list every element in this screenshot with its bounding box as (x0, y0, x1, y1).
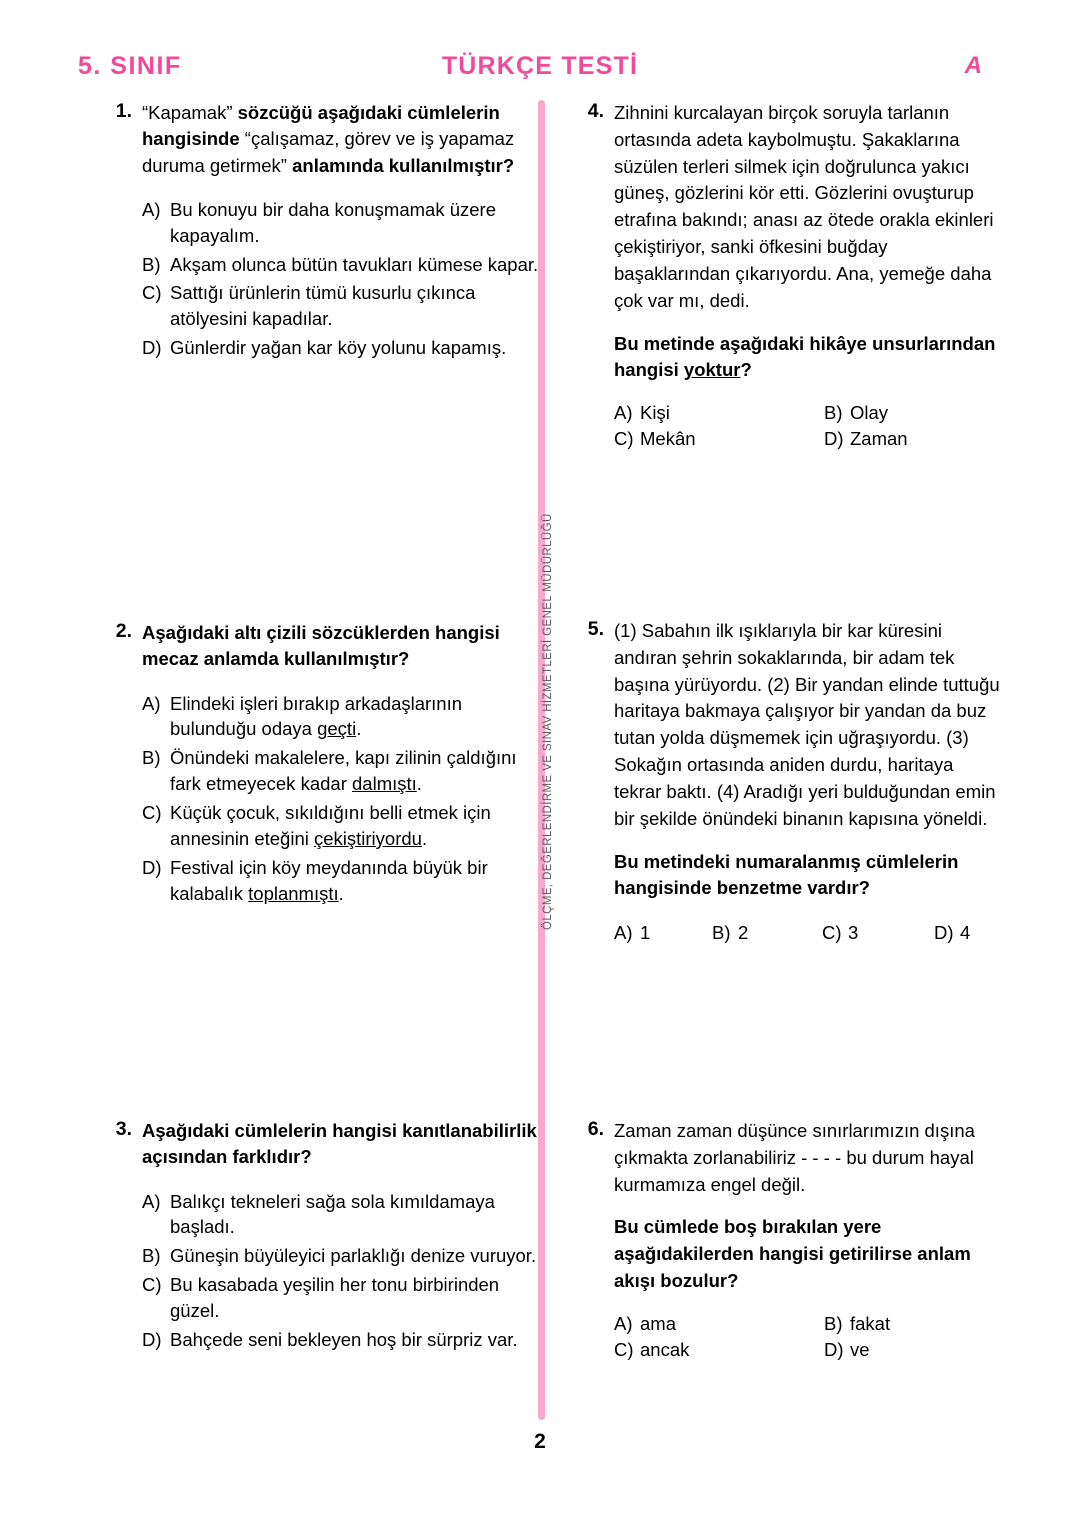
option-b[interactable] (824, 402, 1034, 424)
option-c-letter: C) (142, 802, 162, 824)
option-d-letter: D) (824, 1338, 844, 1360)
option-a-letter: A) (142, 692, 161, 714)
question-6 (572, 1118, 1004, 1361)
option-c-text: 3 (848, 922, 859, 944)
option-c[interactable] (142, 280, 540, 332)
option-c-letter: C) (614, 1338, 634, 1360)
booklet-letter: A (964, 52, 982, 79)
option-d-text: Bahçede seni bekleyen hoş bir sürpriz var. (170, 1328, 518, 1350)
option-c-letter: C) (142, 1274, 162, 1296)
option-b[interactable] (712, 922, 822, 944)
option-d[interactable] (934, 922, 1044, 944)
option-b-text: Güneşin büyüleyici parlaklığı denize vuruyor. (170, 1245, 537, 1267)
option-a[interactable] (614, 402, 824, 424)
question-1-stem-part4: anlamında kullanılmıştır? (292, 154, 515, 176)
question-1-options (142, 197, 540, 361)
option-c[interactable] (142, 1272, 540, 1324)
question-4-question-underlined: yoktur (683, 359, 741, 381)
option-a-text: Bu konuyu bir daha konuşmamak üzere kapayalım. (170, 198, 496, 246)
question-2 (100, 620, 540, 910)
option-d-text: Günlerdir yağan kar köy yolunu kapamış. (170, 337, 507, 359)
question-4-question-pre: Bu metinde aşağıdaki hikâye unsurlarından hangisi (614, 332, 996, 381)
option-c-text: Sattığı ürünlerin tümü kusurlu çıkınca atölyesini kapadılar. (170, 282, 476, 330)
option-a-letter: A) (142, 1190, 161, 1212)
option-d-text-post: . (338, 882, 344, 904)
question-3-stem: Aşağıdaki cümlelerin hangisi kanıtlanabilirlik açısından farklıdır? (142, 1120, 537, 1168)
question-3 (100, 1118, 540, 1356)
option-d-letter: D) (824, 428, 844, 450)
question-2-number: 2. (115, 620, 132, 642)
question-2-stem: Aşağıdaki altı çizili sözcüklerden hangisi mecaz anlamda kullanılmıştır? (142, 622, 500, 670)
option-b-text: Olay (850, 402, 889, 424)
option-c-text: Mekân (640, 428, 696, 450)
test-title: TÜRKÇE TESTİ (441, 52, 639, 80)
option-a-text-pre: Elindeki işleri bırakıp arkadaşlarının bulunduğu odaya (170, 692, 463, 740)
option-c-text-underlined: çekiştiriyordu (314, 827, 422, 849)
option-d-text: ve (850, 1338, 870, 1360)
option-b[interactable] (142, 1243, 540, 1269)
option-d[interactable] (824, 1339, 1034, 1361)
question-5-number: 5. (587, 618, 604, 640)
option-b-letter: B) (142, 747, 161, 769)
option-d[interactable] (142, 1327, 540, 1353)
question-5-options (614, 922, 1004, 944)
question-3-number: 3. (115, 1118, 132, 1140)
option-b-letter: B) (824, 1312, 843, 1334)
question-4-question (614, 331, 1004, 385)
option-b[interactable] (142, 745, 540, 797)
option-b-text (170, 745, 540, 797)
option-b-text-pre: Önündeki makalelere, kapı zilinin çaldığını fark etmeyecek kadar (170, 747, 517, 795)
option-c-letter: C) (822, 922, 842, 944)
option-a-text: ama (640, 1312, 676, 1334)
option-d-text-pre: Festival için köy meydanında büyük bir kalabalık (170, 856, 488, 904)
option-d-letter: D) (142, 1328, 162, 1350)
option-b-letter: B) (712, 922, 731, 944)
option-a[interactable] (142, 197, 540, 249)
question-1-stem (142, 100, 540, 179)
question-4-options (614, 402, 1004, 450)
option-b-letter: B) (142, 253, 161, 275)
option-c[interactable] (614, 428, 824, 450)
option-d-text (170, 855, 540, 907)
option-a-text: 1 (640, 922, 651, 944)
option-d-letter: D) (934, 922, 954, 944)
option-c-letter: C) (614, 428, 634, 450)
question-1-stem-part1: “Kapamak” (142, 102, 238, 123)
page-header (0, 52, 1080, 92)
option-a-letter: A) (614, 402, 633, 424)
option-a[interactable] (142, 1189, 540, 1241)
option-d-text: Zaman (850, 428, 908, 450)
option-a[interactable] (614, 922, 712, 944)
option-a-text: Balıkçı tekneleri sağa sola kımıldamaya başladı. (170, 1190, 495, 1238)
question-6-options (614, 1313, 1004, 1361)
option-b[interactable] (142, 252, 540, 278)
page-number: 2 (534, 1430, 546, 1453)
option-b-letter: B) (824, 402, 843, 424)
option-b-text: Akşam olunca bütün tavukları kümese kapar. (170, 253, 539, 275)
question-4-number: 4. (587, 100, 604, 122)
option-d-letter: D) (142, 856, 162, 878)
question-5-passage: (1) Sabahın ilk ışıklarıyla bir kar küresini andıran şehrin sokaklarında, bir adam tek başına yürüyordu. (2) Bir yandan elinde tuttuğu haritaya bakmaya çalışıyor bir yandan da buz tutan yolda düşmemek için uğraşıyordu. (3) Sokağın ortasında aniden durdu, haritaya tekrar baktı. (4) Aradığı yeri bulduğundan emin bir şekilde önündeki binanın kapısına yöneldi. (614, 620, 1000, 829)
option-b-text-post: . (416, 773, 422, 795)
option-c-text (170, 800, 540, 852)
sidebar-vertical-text: ÖLÇME, DEĞERLENDİRME VE SINAV HİZMETLERİ GENEL MÜDÜRLÜĞÜ (542, 513, 554, 930)
option-a-text-underlined: geçti (317, 718, 357, 740)
option-c[interactable] (614, 1339, 824, 1361)
option-c-text: Bu kasabada yeşilin her tonu birbirinden güzel. (170, 1274, 500, 1322)
option-b-text: fakat (850, 1312, 891, 1334)
option-d[interactable] (142, 855, 540, 907)
option-a-letter: A) (614, 1312, 633, 1334)
question-4 (572, 100, 1004, 450)
question-6-passage: Zaman zaman düşünce sınırlarımızın dışına çıkmakta zorlanabiliriz - - - - bu durum hayal kurmamıza engel değil. (614, 1120, 975, 1195)
option-a-letter: A) (142, 198, 161, 220)
question-1-number: 1. (115, 100, 132, 122)
option-d[interactable] (824, 428, 1034, 450)
option-b-letter: B) (142, 1245, 161, 1267)
question-1 (100, 100, 540, 364)
option-a-text-post: . (356, 718, 362, 740)
option-d[interactable] (142, 335, 540, 361)
option-c-text: ancak (640, 1338, 690, 1360)
option-c-text-pre: Küçük çocuk, sıkıldığını belli etmek için annesinin eteğini (170, 802, 491, 849)
question-6-number: 6. (587, 1118, 604, 1140)
question-6-question: Bu cümlede boş bırakılan yere aşağıdakilerden hangisi getirilirse anlam akışı bozulur? (614, 1216, 971, 1292)
option-a[interactable] (142, 691, 540, 743)
option-a-text: Kişi (640, 402, 670, 424)
question-4-passage: Zihnini kurcalayan birçok soruyla tarlanın ortasında adeta kaybolmuştu. Şakaklarına süzülen terleri silmek için doğrulunca yakıcı güneş, gözlerini kör etti. Gözlerini ovuşturup etrafına bakındı; anası az ötede orakla ekinleri çekiştiriyor, sanki öfkesini buğday başaklarından çıkarıyordu. Ana, yemeğe daha çok var mı, dedi. (614, 102, 994, 311)
option-a-letter: A) (614, 922, 633, 944)
option-c[interactable] (822, 922, 934, 944)
question-1-stem-part3: “çalışamaz, görev ve iş yapamaz duruma getirmek” (142, 128, 515, 176)
question-3-options (142, 1189, 540, 1353)
option-b-text: 2 (738, 922, 749, 944)
question-1-stem-part2: sözcüğü aşağıdaki cümlelerin hangisinde (142, 102, 500, 150)
option-c-text-post: . (421, 827, 428, 849)
option-a[interactable] (614, 1313, 824, 1335)
option-d-letter: D) (142, 337, 162, 359)
option-b[interactable] (824, 1313, 1034, 1335)
question-5-question: Bu metindeki numaralanmış cümlelerin hangisinde benzetme vardır? (614, 850, 959, 899)
option-c[interactable] (142, 800, 540, 852)
option-c-letter: C) (142, 282, 162, 304)
option-a-text (170, 691, 540, 743)
option-d-text-underlined: toplanmıştı (248, 882, 339, 904)
option-b-text-underlined: dalmıştı (352, 773, 417, 795)
grade-label: 5. SINIF (78, 52, 182, 80)
question-2-options (142, 691, 540, 907)
question-5 (572, 618, 1004, 944)
question-4-question-post: ? (740, 359, 752, 381)
option-d-text: 4 (960, 922, 971, 944)
